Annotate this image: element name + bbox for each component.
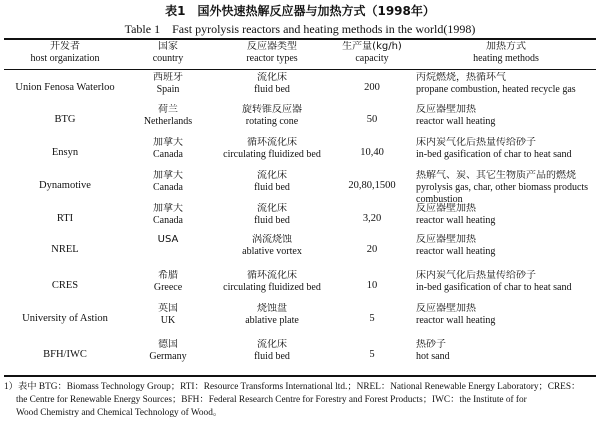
row-organization: Ensyn (51, 147, 79, 158)
row-reactor-type: 流化床 fluid bed (254, 72, 290, 95)
row-reactor-type: 烧蚀盘 ablative plate (245, 303, 299, 326)
row-reactor-type: 流化床 fluid bed (254, 339, 290, 362)
row-heating-method: 热解气、炭、其它生物质产品的燃烧 pyrolysis gas, char, other biomass products combustion (416, 170, 589, 205)
row-heating-method: 反应器壁加热 reactor wall heating (416, 104, 496, 127)
row-capacity: 3,20 (362, 213, 382, 224)
row-country: 加拿大 Canada (153, 137, 183, 160)
row-country: 西班牙 Spain (153, 72, 183, 95)
row-heating-method: 反应器壁加热 reactor wall heating (416, 203, 496, 226)
table-row (4, 203, 596, 235)
row-reactor-type: 流化床 fluid bed (254, 203, 290, 226)
table-footnote (4, 381, 596, 420)
table-row (4, 72, 596, 104)
row-heating-method: 床内炭气化后热量传给砂子 in-bed gasification of char to heat sand (416, 137, 572, 160)
row-organization: RTI (56, 213, 74, 224)
row-organization: CRES (51, 280, 79, 291)
row-capacity: 5 (369, 349, 375, 360)
row-heating-method: 床内炭气化后热量传给砂子 in-bed gasification of char to heat sand (416, 270, 572, 293)
row-heating-method: 反应器壁加热 reactor wall heating (416, 303, 496, 326)
header-country: 国家 country (152, 41, 184, 64)
table-header-rule (4, 69, 596, 70)
row-capacity: 50 (366, 114, 378, 125)
row-country: 荷兰 Netherlands (143, 104, 193, 127)
table-row (4, 137, 596, 169)
table-header (4, 41, 596, 69)
table-title-en: Table 1 Fast pyrolysis reactors and heating methods in the world(1998) (124, 22, 476, 36)
row-organization: Union Fenosa Waterloo (15, 82, 115, 93)
row-reactor-type: 循环流化床 circulating fluidized bed (223, 270, 321, 293)
document-page (4, 0, 596, 423)
footnote-line: 1）表中 BTG：Biomass Technology Group；RTI：Resource Transforms International ltd.；NREL：National Renewable Energy Laboratory；CRES： (4, 382, 581, 392)
row-country: 德国 Germany (149, 339, 187, 362)
header-organization: 开发者 host organization (30, 41, 100, 64)
row-organization: BFH/IWC (43, 349, 87, 360)
table-title-cn: 表1 国外快速热解反应器与加热方式（1998年） (165, 4, 435, 18)
table-row (4, 234, 596, 266)
header-reactor-type: 反应器类型 reactor types (246, 41, 298, 64)
table-top-rule (4, 38, 596, 40)
row-capacity: 10,40 (360, 147, 384, 158)
table-row (4, 339, 596, 371)
row-country: 希腊 Greece (153, 270, 183, 293)
row-capacity: 5 (369, 313, 375, 324)
row-capacity: 200 (364, 82, 380, 93)
row-reactor-type: 涡流烧蚀 ablative vortex (242, 234, 302, 257)
row-country: USA (157, 234, 179, 245)
footnote-line: Wood Chemistry and Chemical Technology of Wood。 (16, 408, 223, 418)
header-capacity: 生产量(kg/h) capacity (342, 41, 402, 64)
footnote-line: the Centre for Renewable Energy Sources；BFH：Federal Research Centre for Forestry and Forest Products；IWC：the Institute of for (16, 395, 527, 405)
table-row (4, 270, 596, 302)
row-reactor-type: 流化床 fluid bed (254, 170, 290, 193)
row-reactor-type: 旋转锥反应器 rotating cone (242, 104, 302, 127)
row-capacity: 20 (366, 244, 378, 255)
row-heating-method: 热砂子 hot sand (416, 339, 450, 362)
row-country: 加拿大 Canada (153, 203, 183, 226)
row-organization: BTG (54, 114, 76, 125)
table-row (4, 170, 596, 205)
row-heating-method: 丙烷燃烧，热循环气 propane combustion, heated recycle gas (416, 72, 576, 95)
row-organization: University of Astion (22, 313, 108, 324)
row-capacity: 10 (366, 280, 378, 291)
row-country: 加拿大 Canada (153, 170, 183, 193)
header-heating-methods: 加热方式 heating methods (473, 41, 539, 64)
table-bottom-rule (4, 375, 596, 377)
table-row (4, 303, 596, 335)
row-organization: Dynamotive (39, 180, 91, 191)
table-row (4, 104, 596, 136)
row-country: 英国 UK (158, 303, 178, 326)
row-organization: NREL (51, 244, 79, 255)
row-reactor-type: 循环流化床 circulating fluidized bed (223, 137, 321, 160)
row-heating-method: 反应器壁加热 reactor wall heating (416, 234, 496, 257)
row-capacity: 20,80,1500 (348, 180, 396, 191)
